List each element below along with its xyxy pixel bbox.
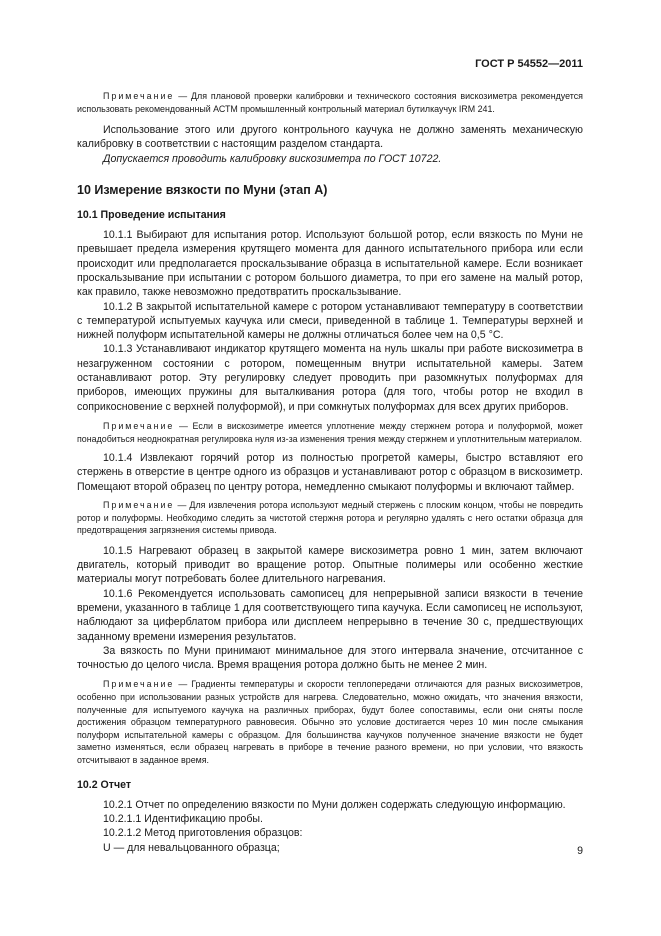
document-code: ГОСТ Р 54552—2011 xyxy=(475,58,583,70)
note-rotor-extraction xyxy=(77,499,583,537)
paragraph-10-2-1-1: 10.2.1.1 Идентификацию пробы. xyxy=(103,812,263,825)
note-label: Примечание xyxy=(103,420,175,431)
note-temperature-gradients xyxy=(77,678,583,766)
note-label: Примечание xyxy=(103,679,175,690)
page-body xyxy=(77,62,583,855)
paragraph-10-2-1: 10.2.1 Отчет по определению вязкости по Муни должен содержать следующую информацию. xyxy=(103,798,566,811)
note-text: — Для плановой проверки калибровки и технического состояния вискозиметра рекомендуется использовать рекомендованный АСТМ промышленный контрольный материал бутилкаучук IRM 241. xyxy=(77,91,583,114)
subsection-title-report: 10.2 Отчет xyxy=(77,778,132,791)
paragraph-u-unmilled: U — для невальцованного образца; xyxy=(103,841,280,854)
note-text: — Если в вискозиметре имеется уплотнение между стержнем ротора и полуформой, может понадобиться неоднократная регулировка нуля из-за изменения трения между стержнем и уплотнительным материалом. xyxy=(77,420,583,444)
note-text: — Градиенты температуры и скорости теплопередачи отличаются для разных вискозиметров, особенно при использовании разных устройств для нагрева. Следовательно, можно ожидать, что значения вязкости, полученные для испытуемого каучука на различных приборах, будут более сопоставимы, если они сняты после достижения образцом температурного равновесия. Обычно это условие достигается через 10 мин после смыкания полуформ испытательной камеры с образцом. Для большинства каучуков полученное значение вязкости не будет заметно изменяться, если образец нагревать в приборе в течение разного времени, но при условии, что вязкость отсчитывают в заданное время. xyxy=(77,679,583,766)
paragraph-10-2-1-2: 10.2.1.2 Метод приготовления образцов: xyxy=(103,827,303,840)
note-text: — Для извлечения ротора используют медный стержень с плоским концом, чтобы не повредить ротор и полуформы. Необходимо следить за чистотой стержня ротора и регулярно удалять с него остатки образца для предотвращения загрязнения системы привода. xyxy=(77,500,583,536)
paragraph-10-1-2: 10.1.2 В закрытой испытательной камере с ротором устанавливают температуру в соответствии с температурой испытуемых каучука или смеси, приведенной в таблице 1. Температуры верхней и нижней полуформ испытательной камеры не должны отличаться более чем на 0,5 °С. xyxy=(77,300,583,342)
note-calibration xyxy=(77,90,583,115)
page-number: 9 xyxy=(577,845,583,857)
paragraph-10-1-3: 10.1.3 Устанавливают индикатор крутящего момента на нуль шкалы при работе вискозиметра в незагруженном состоянии с ротором, помещенным внутри испытательной камеры. Затем останавливают ротор. Эту регулировку следует проводить при разомкнутых полуформах для приборов, имеющих пружины для выталкивания ротора (для того, чтобы ротор не входил в соприкосновение с верхней полуформой), и при сомкнутых полуформах для всех других приборов. xyxy=(77,343,583,413)
note-seal xyxy=(77,420,583,445)
paragraph-10-1-1: 10.1.1 Выбирают для испытания ротор. Используют большой ротор, если вязкость по Муни не превышает предела измерения крутящего момента для данного испытательного прибора или если происходит или предполагается проскальзывание образца в испытательной камере. Если возникает проскальзывание при испытании с ротором большого диаметра, то при его замене на малый ротор, как правило, также невозможно предотвратить проскальзывание. xyxy=(77,229,583,299)
paragraph-control-rubber: Использование этого или другого контрольного каучука не должно заменять механическую калибровку в соответствии с настоящим разделом стандарта. xyxy=(77,124,583,151)
paragraph-gost-calibration: Допускается проводить калибровку вискозиметра по ГОСТ 10722. xyxy=(103,152,442,165)
note-label: Примечание xyxy=(103,500,175,511)
paragraph-10-1-5: 10.1.5 Нагревают образец в закрытой камере вискозиметра ровно 1 мин, затем включают двигатель, который приводит во вращение ротор. Опытные полимеры или особенно жесткие материалы могут потребовать более длительного нагревания. xyxy=(77,544,583,586)
paragraph-10-1-6: 10.1.6 Рекомендуется использовать самописец для непрерывной записи вязкости в течение времени, указанного в таблице 1 для соответствующего типа каучука. Если самописец не используют, наблюдают за циферблатом прибора или дисплеем непрерывно в течение 30 с, предшествующих заданному времени измерения результатов. xyxy=(77,587,583,643)
section-title: 10 Измерение вязкости по Муни (этап А) xyxy=(77,183,328,198)
paragraph-10-1-4: 10.1.4 Извлекают горячий ротор из полностью прогретой камеры, быстро вставляют его стержень в отверстие в центре одного из образцов и устанавливают ротор с образцом в вискозиметр. Помещают второй образец по центру ротора, немедленно смыкают полуформы и включают таймер. xyxy=(77,452,583,493)
note-label: Примечание xyxy=(103,91,175,101)
subsection-title-testing: 10.1 Проведение испытания xyxy=(77,209,226,222)
paragraph-mooney-value: За вязкость по Муни принимают минимальное для этого интервала значение, отсчитанное с точностью до целого числа. Время вращения ротора должно быть не менее 2 мин. xyxy=(77,644,583,672)
